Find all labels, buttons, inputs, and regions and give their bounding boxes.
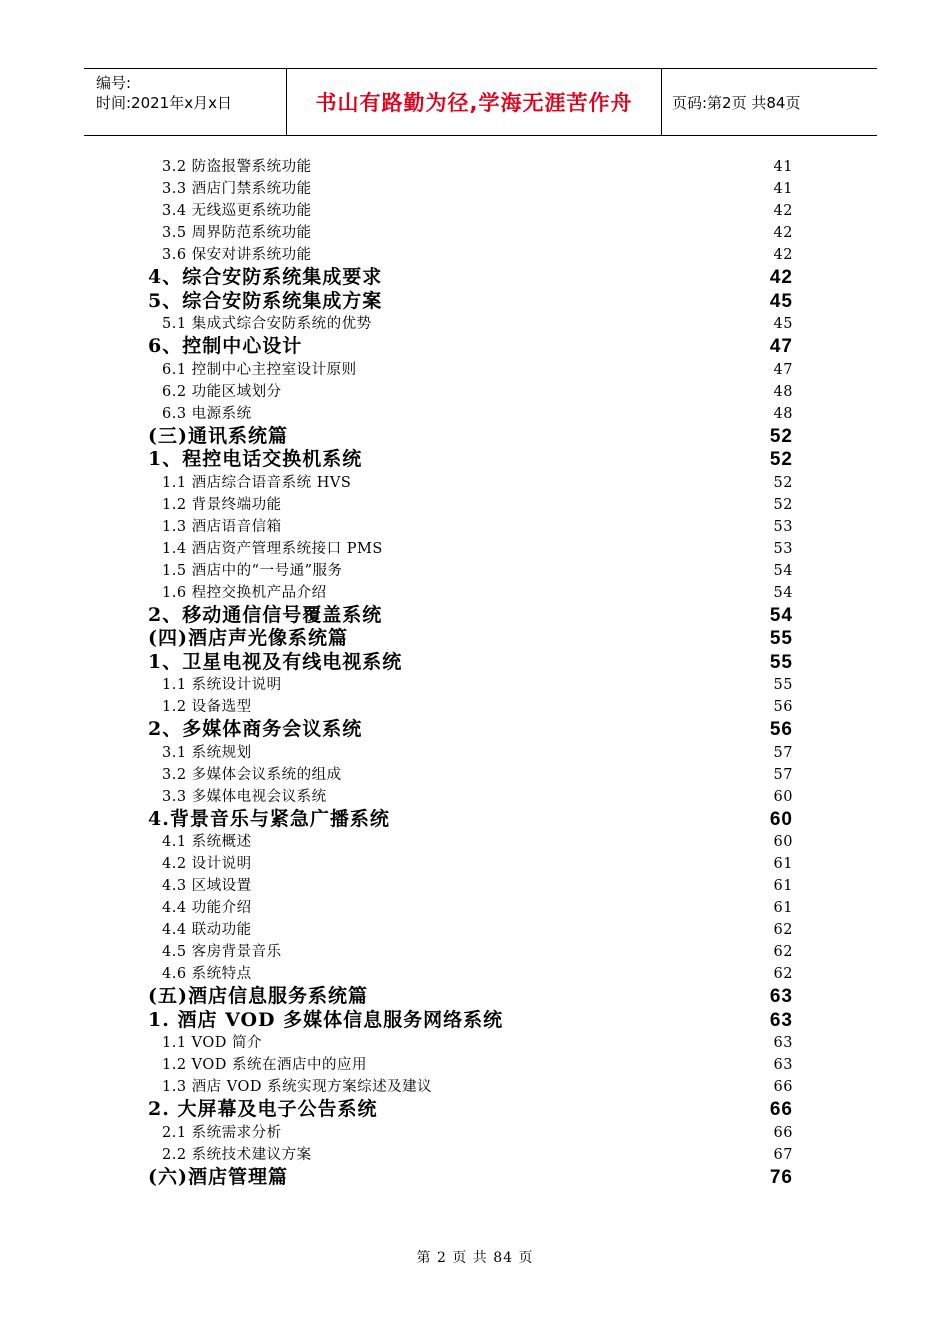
toc-entry-title: (六)酒店管理篇 [148, 1165, 288, 1188]
toc-entry-page: 42 [773, 225, 793, 241]
toc-entry-page: 53 [773, 540, 793, 557]
page-header [84, 68, 877, 136]
toc-entry-chapter[interactable] [148, 808, 793, 832]
toc-entry-page: 62 [773, 922, 793, 938]
toc-entry-page: 54 [769, 604, 793, 626]
toc-entry-page: 52 [773, 474, 793, 491]
toc-entry-page: 61 [773, 878, 793, 894]
toc-entry-section[interactable] [148, 764, 793, 786]
toc-entry-page: 42 [769, 267, 793, 288]
toc-entry-section[interactable] [148, 919, 793, 941]
toc-entry-title: 1. 酒店 VOD 多媒体信息服务网络系统 [148, 1008, 504, 1031]
toc-entry-title: 2、多媒体商务会议系统 [148, 718, 363, 740]
toc-entry-title: 4、综合安防系统集成要求 [148, 266, 383, 288]
toc-entry-title: 2、移动通信信号覆盖系统 [148, 603, 383, 626]
toc-entry-page: 48 [773, 405, 793, 422]
toc-entry-page: 66 [773, 1124, 793, 1141]
toc-entry-section[interactable] [148, 1076, 793, 1098]
toc-entry-section[interactable] [148, 538, 793, 560]
toc-entry-title: 6.2 功能区域划分 [162, 383, 282, 400]
toc-entry-page: 57 [773, 766, 793, 783]
toc-entry-section[interactable] [148, 359, 793, 381]
toc-entry-page: 63 [769, 986, 793, 1007]
toc-entry-chapter[interactable] [148, 1098, 793, 1122]
toc-entry-chapter[interactable] [148, 651, 793, 675]
toc-entry-title: 1、程控电话交换机系统 [148, 448, 363, 470]
toc-entry-title: 3.6 保安对讲系统功能 [162, 247, 312, 263]
toc-entry-section[interactable] [148, 742, 793, 764]
toc-entry-title: 1.1 系统设计说明 [162, 677, 282, 693]
toc-entry-section[interactable] [148, 674, 793, 696]
toc-entry-page: 63 [769, 1009, 793, 1031]
toc-entry-chapter[interactable] [148, 335, 793, 359]
toc-entry-page: 62 [773, 966, 793, 982]
toc-entry-chapter[interactable] [148, 290, 793, 314]
toc-entry-page: 52 [773, 496, 793, 513]
toc-entry-section[interactable] [148, 222, 793, 244]
toc-entry-page: 42 [773, 203, 793, 219]
toc-entry-section[interactable] [148, 582, 793, 604]
toc-entry-section[interactable] [148, 853, 793, 875]
header-page-label: 页码:第2页 共84页 [672, 93, 801, 112]
toc-entry-section[interactable] [148, 494, 793, 516]
toc-entry-page: 60 [773, 788, 793, 805]
toc-entry-page: 54 [773, 584, 793, 601]
toc-entry-title: 6.3 电源系统 [162, 405, 252, 422]
toc-entry-title: (三)通讯系统篇 [148, 424, 288, 447]
toc-entry-page: 47 [773, 361, 793, 378]
toc-entry-title: (四)酒店声光像系统篇 [148, 627, 348, 649]
toc-entry-section[interactable] [148, 403, 793, 425]
toc-entry-title: 3.2 多媒体会议系统的组成 [162, 766, 342, 783]
toc-entry-title: 5.1 集成式综合安防系统的优势 [162, 316, 372, 332]
toc-entry-title: 2.1 系统需求分析 [162, 1124, 282, 1141]
toc-entry-section[interactable] [148, 897, 793, 919]
toc-entry-page: 54 [773, 562, 793, 579]
header-meta [84, 69, 287, 135]
toc-entry-title: 5、综合安防系统集成方案 [148, 289, 383, 312]
toc-entry-section[interactable] [148, 381, 793, 403]
toc-entry-page: 45 [769, 290, 793, 312]
toc-entry-chapter[interactable] [148, 1009, 793, 1033]
toc-entry-chapter[interactable] [148, 718, 793, 742]
toc-entry-chapter[interactable] [148, 985, 793, 1009]
toc-entry-section[interactable] [148, 516, 793, 538]
toc-entry-section[interactable] [148, 244, 793, 266]
toc-entry-title: 6、控制中心设计 [148, 335, 303, 357]
toc-entry-page: 76 [769, 1166, 793, 1188]
toc-entry-title: 4.1 系统概述 [162, 834, 252, 850]
toc-entry-title: 3.2 防盗报警系统功能 [162, 159, 312, 175]
toc-entry-chapter[interactable] [148, 1166, 793, 1190]
toc-entry-title: 3.3 酒店门禁系统功能 [162, 181, 312, 197]
toc-entry-page: 63 [773, 1057, 793, 1073]
toc-entry-section[interactable] [148, 1032, 793, 1054]
toc-entry-section[interactable] [148, 472, 793, 494]
toc-entry-section[interactable] [148, 875, 793, 897]
toc-entry-section[interactable] [148, 200, 793, 222]
toc-entry-chapter[interactable] [148, 425, 793, 449]
toc-entry-section[interactable] [148, 1144, 793, 1166]
toc-entry-page: 60 [769, 808, 793, 830]
toc-entry-title: 1.2 设备选型 [162, 699, 252, 715]
toc-entry-page: 61 [773, 856, 793, 872]
toc-entry-page: 63 [773, 1035, 793, 1051]
toc-entry-page: 66 [769, 1099, 793, 1120]
toc-entry-section[interactable] [148, 1054, 793, 1076]
header-motto: 书山有路勤为径,学海无涯苦作舟 [287, 69, 662, 135]
toc-entry-title: 4.2 设计说明 [162, 856, 252, 872]
toc-entry-section[interactable] [148, 941, 793, 963]
toc-entry-title: 4.4 功能介绍 [162, 900, 252, 916]
toc-entry-section[interactable] [148, 963, 793, 985]
toc-entry-title: (五)酒店信息服务系统篇 [148, 985, 368, 1007]
toc-entry-section[interactable] [148, 156, 793, 178]
toc-entry-title: 1.6 程控交换机产品介绍 [162, 584, 327, 601]
toc-entry-chapter[interactable] [148, 627, 793, 651]
toc-entry-title: 3.1 系统规划 [162, 744, 252, 761]
toc-entry-page: 56 [769, 719, 793, 740]
toc-entry-section[interactable] [148, 313, 793, 335]
toc-entry-chapter[interactable] [148, 604, 793, 628]
toc-entry-section[interactable] [148, 560, 793, 582]
toc-entry-page: 48 [773, 383, 793, 400]
toc-entry-page: 52 [769, 449, 793, 470]
toc-entry-page: 55 [769, 628, 793, 649]
toc-entry-page: 56 [773, 699, 793, 715]
toc-entry-title: 4.3 区域设置 [162, 878, 252, 894]
toc-entry-title: 1.1 酒店综合语音系统 HVS [162, 474, 352, 491]
toc-entry-section[interactable] [148, 786, 793, 808]
toc-entry-page: 52 [769, 425, 793, 447]
toc-entry-page: 66 [773, 1079, 793, 1095]
toc-entry-page: 57 [773, 744, 793, 761]
toc-entry-title: 2.2 系统技术建议方案 [162, 1146, 312, 1163]
toc-entry-chapter[interactable] [148, 266, 793, 290]
toc-entry-title: 3.4 无线巡更系统功能 [162, 203, 312, 219]
toc-entry-title: 1.2 VOD 系统在酒店中的应用 [162, 1057, 368, 1073]
toc-entry-title: 4.5 客房背景音乐 [162, 944, 282, 960]
toc-entry-title: 1.3 酒店语音信箱 [162, 518, 282, 535]
toc-entry-section[interactable] [148, 696, 793, 718]
page-footer: 第 2 页 共 84 页 [416, 1250, 534, 1266]
toc-entry-page: 45 [773, 316, 793, 332]
toc-entry-page: 62 [773, 944, 793, 960]
toc-entry-page: 61 [773, 900, 793, 916]
toc-entry-title: 6.1 控制中心主控室设计原则 [162, 361, 357, 378]
toc-entry-title: 1、卫星电视及有线电视系统 [148, 650, 403, 673]
toc-entry-title: 4.6 系统特点 [162, 966, 252, 982]
toc-entry-page: 55 [769, 651, 793, 673]
toc-entry-page: 67 [773, 1146, 793, 1163]
toc-entry-title: 4.4 联动功能 [162, 922, 252, 938]
toc-entry-title: 1.4 酒店资产管理系统接口 PMS [162, 540, 383, 557]
table-of-contents [148, 156, 793, 1189]
header-code-label: 编号: [96, 74, 132, 92]
toc-entry-page: 53 [773, 518, 793, 535]
toc-entry-page: 47 [769, 336, 793, 357]
toc-entry-chapter[interactable] [148, 448, 793, 472]
toc-entry-title: 3.3 多媒体电视会议系统 [162, 788, 327, 805]
toc-entry-title: 1.2 背景终端功能 [162, 496, 282, 513]
toc-entry-title: 3.5 周界防范系统功能 [162, 225, 312, 241]
toc-entry-section[interactable] [148, 178, 793, 200]
toc-entry-title: 2. 大屏幕及电子公告系统 [148, 1098, 378, 1120]
toc-entry-title: 4.背景音乐与紧急广播系统 [148, 807, 390, 830]
toc-entry-title: 1.1 VOD 简介 [162, 1035, 263, 1051]
toc-entry-section[interactable] [148, 831, 793, 853]
header-time-label: 时间:2021年x月x日 [96, 94, 232, 112]
toc-entry-section[interactable] [148, 1122, 793, 1144]
toc-entry-title: 1.5 酒店中的“一号通”服务 [162, 562, 343, 579]
toc-entry-page: 41 [773, 159, 793, 175]
toc-entry-page: 60 [773, 834, 793, 850]
toc-entry-page: 55 [773, 677, 793, 693]
toc-entry-title: 1.3 酒店 VOD 系统实现方案综述及建议 [162, 1079, 433, 1095]
toc-entry-page: 42 [773, 247, 793, 263]
toc-entry-page: 41 [773, 181, 793, 197]
